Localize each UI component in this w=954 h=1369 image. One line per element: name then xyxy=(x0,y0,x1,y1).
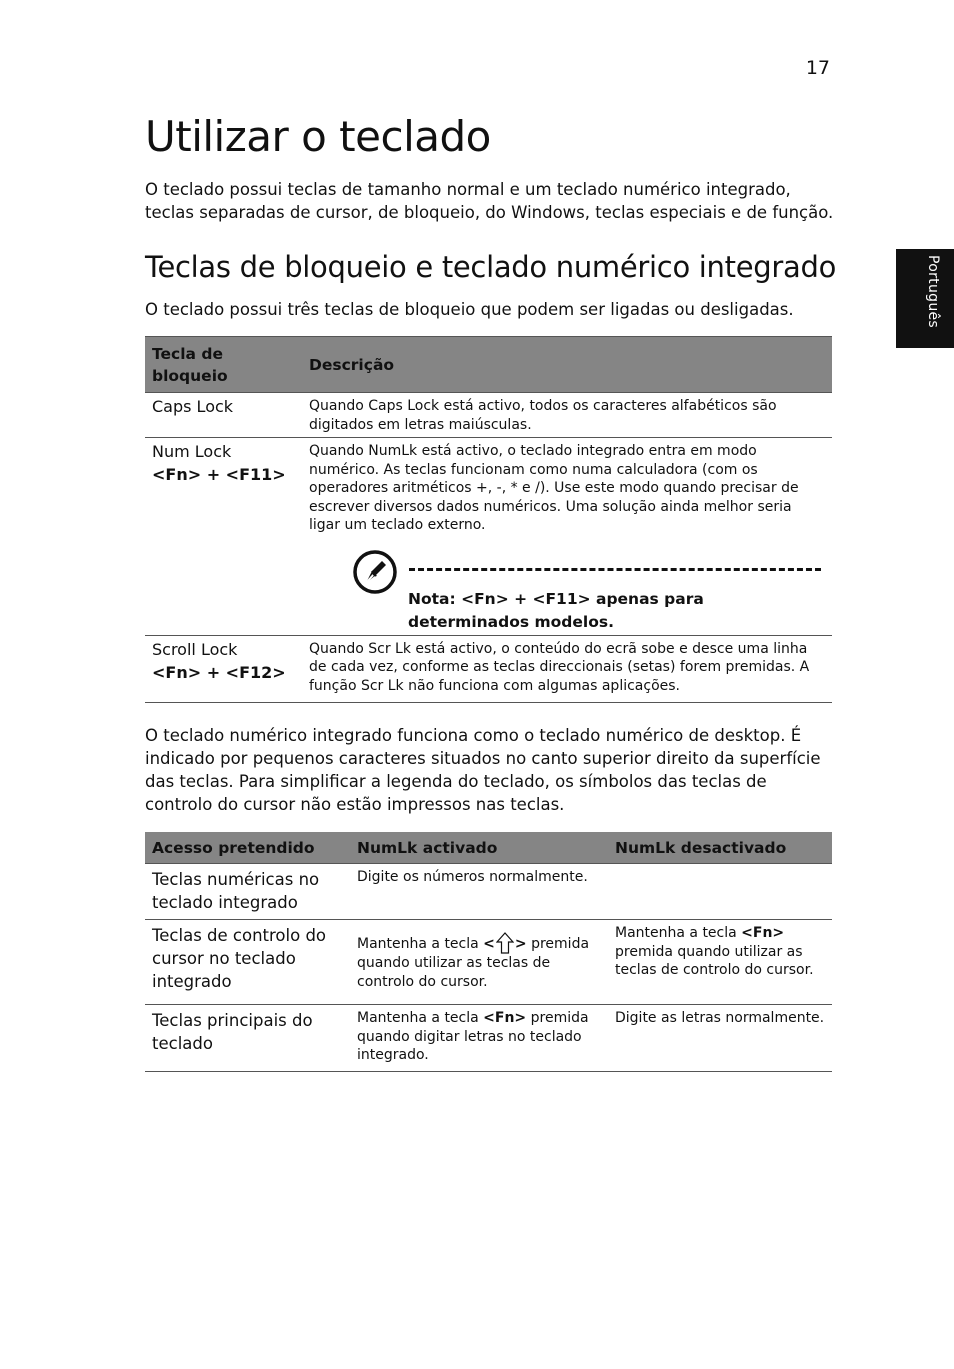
header-description: Descrição xyxy=(302,337,832,393)
intro-paragraph: O teclado possui teclas de tamanho normal e um teclado numérico integrado, teclas separadas de cursor, de bloqueio, do Windows, teclas especiais e de função. xyxy=(145,180,834,222)
key-combo: <Fn> + <F12> xyxy=(152,662,286,682)
header-numlk-on: NumLk activado xyxy=(350,832,608,864)
table-header-row xyxy=(145,337,832,393)
note-text: Nota: <Fn> + <F11> apenas para determinados modelos. xyxy=(408,589,704,631)
key-close: > xyxy=(514,936,527,952)
shift-arrow-icon xyxy=(496,932,514,954)
numlk-off-cell xyxy=(608,864,832,920)
numlk-off-cell xyxy=(608,920,832,1005)
table-row xyxy=(145,393,832,438)
table-row xyxy=(145,438,832,636)
key-open: < xyxy=(483,936,495,952)
key-name: Num Lock xyxy=(152,442,232,461)
key-name: Scroll Lock xyxy=(152,639,238,659)
note-dotted-line xyxy=(409,568,821,571)
table-header-row xyxy=(145,832,832,864)
section-title: Teclas de bloqueio e teclado numérico integrado xyxy=(145,250,837,284)
language-side-tab xyxy=(896,249,954,348)
page-number: 17 xyxy=(805,57,830,79)
access-cell: Teclas principais do teclado xyxy=(145,1005,350,1072)
description-text: Quando NumLk está activo, o teclado integrado entra em modo numérico. As teclas funcionam como numa calculadora (com os operadores aritméticos +, -, * e /). Use este modo quando precisar de escrever diversos dados numéricos. Uma solução ainda melhor seria ligar um teclado externo. xyxy=(309,443,799,533)
numlk-on-cell xyxy=(350,920,608,1005)
section-intro: O teclado possui três teclas de bloqueio que podem ser ligadas ou desligadas. xyxy=(145,300,794,319)
key-name: Caps Lock xyxy=(152,397,234,416)
text-segment: Mantenha a tecla xyxy=(357,1010,479,1026)
table-row xyxy=(145,864,832,920)
access-cell: Teclas de controlo do cursor no teclado integrado xyxy=(145,920,350,1005)
description-cell xyxy=(302,438,832,636)
access-table xyxy=(145,832,832,1072)
note-icon xyxy=(352,549,398,595)
key-cell xyxy=(145,438,302,636)
text-segment: Mantenha a tecla xyxy=(615,925,737,941)
numlk-on-cell: Digite os números normalmente. xyxy=(350,864,608,920)
numeric-keypad-paragraph: O teclado numérico integrado funciona como o teclado numérico de desktop. É indicado por pequenos caracteres situados no canto superior direito da superfície das teclas. Para simplificar a legenda do teclado, os símbolos das teclas de controlo do cursor não estão impressos nas teclas. xyxy=(145,726,821,814)
header-numlk-off: NumLk desactivado xyxy=(608,832,832,864)
lock-keys-table xyxy=(145,336,832,703)
table-row xyxy=(145,1005,832,1072)
note-box xyxy=(309,535,824,635)
numlk-off-cell: Digite as letras normalmente. xyxy=(608,1005,832,1072)
numlk-on-cell xyxy=(350,1005,608,1072)
page-title: Utilizar o teclado xyxy=(145,112,491,161)
text-segment: premida quando utilizar as teclas de controlo do cursor. xyxy=(357,936,590,990)
text-segment: Mantenha a tecla xyxy=(357,936,479,952)
fn-key: <Fn> xyxy=(741,925,785,941)
access-cell: Teclas numéricas no teclado integrado xyxy=(145,864,350,920)
description-cell: Quando Scr Lk está activo, o conteúdo do ecrã sobe e desce uma linha de cada vez, conforme as teclas direccionais (setas) forem premidas. A função Scr Lk não funciona com algumas aplicações. xyxy=(302,635,832,702)
text-segment: premida quando utilizar as teclas de controlo do cursor. xyxy=(615,943,814,978)
language-label: Português xyxy=(925,255,941,328)
key-combo: <Fn> + <F11> xyxy=(152,465,286,484)
table-row xyxy=(145,635,832,702)
text-segment: premida quando digitar letras no teclado integrado. xyxy=(357,1010,589,1063)
table-row xyxy=(145,920,832,1005)
description-cell: Quando Caps Lock está activo, todos os caracteres alfabéticos são digitados em letras maiúsculas. xyxy=(302,393,832,438)
fn-key: <Fn> xyxy=(483,1010,527,1026)
key-cell xyxy=(145,635,302,702)
key-cell xyxy=(145,393,302,438)
header-lock-key: Tecla de bloqueio xyxy=(145,337,302,393)
header-access: Acesso pretendido xyxy=(145,832,350,864)
